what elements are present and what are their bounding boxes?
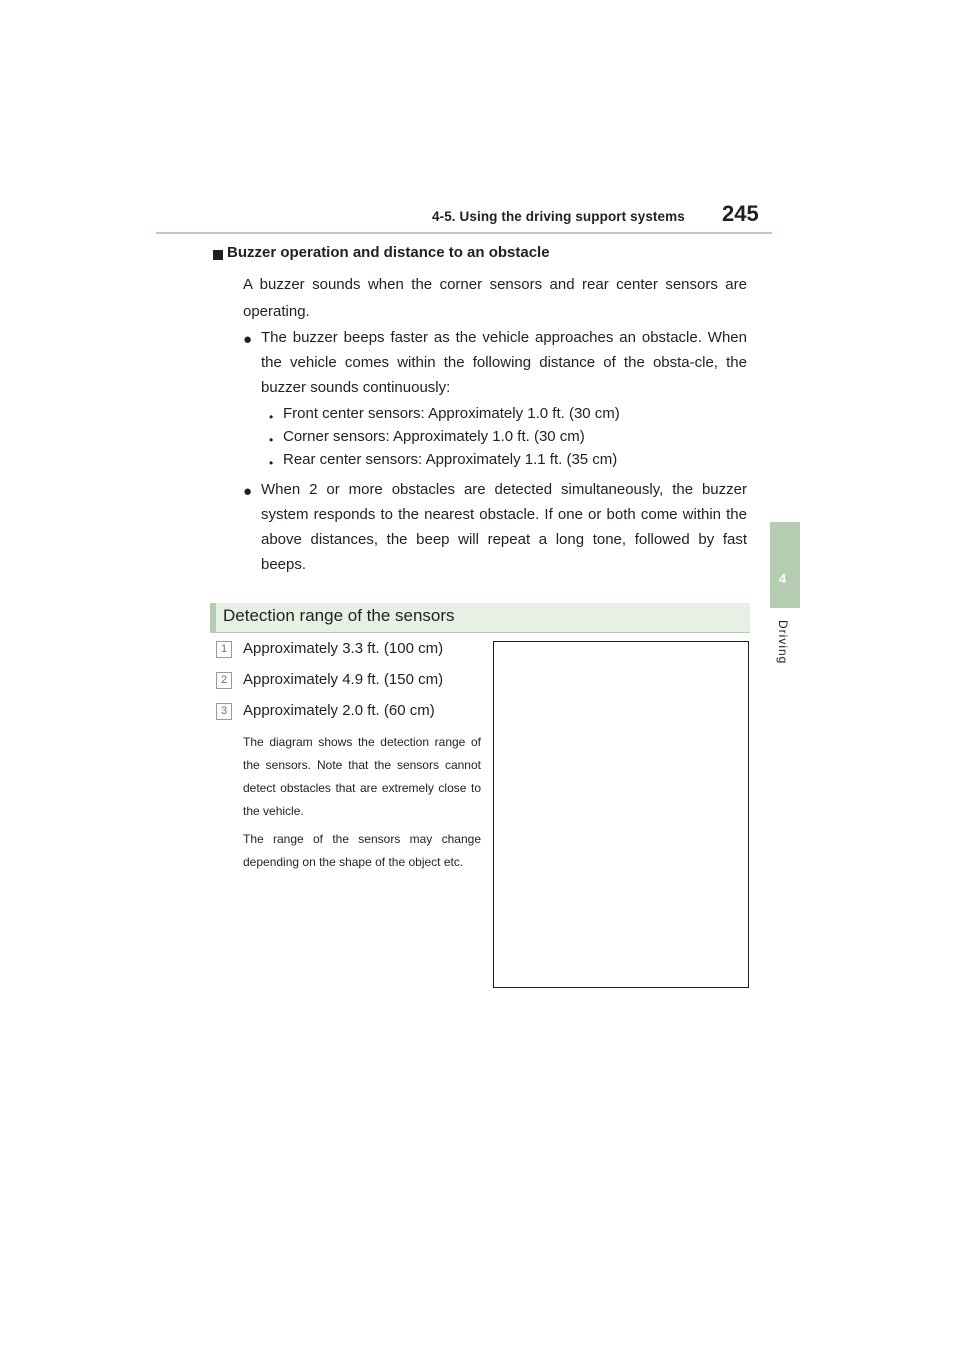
chapter-tab: [770, 522, 800, 608]
running-header-title: 4-5. Using the driving support systems: [432, 209, 685, 224]
chapter-number: 4: [779, 571, 787, 586]
range-item-3: Approximately 2.0 ft. (60 cm): [243, 702, 435, 719]
chapter-label: Driving: [776, 620, 790, 665]
range-item-2: Approximately 4.9 ft. (150 cm): [243, 671, 444, 688]
sub-bullet-icon: •: [269, 456, 274, 470]
sub-item-front: Front center sensors: Approximately 1.0 ft. (30 cm): [283, 405, 620, 422]
detection-range-figure: [493, 641, 749, 988]
bullet-text-2: When 2 or more obstacles are detected simultaneously, the buzzer system responds to the nearest obstacle. If one or both come within the above distances, the beep will repeat a long tone, followed by fast beeps.: [261, 481, 747, 573]
buzzer-intro: A buzzer sounds when the corner sensors and rear center sensors are operating.: [243, 276, 747, 320]
sub-bullet-icon: •: [269, 433, 274, 447]
bullet-dot-icon: ●: [243, 331, 253, 348]
bullet-text-1: The buzzer beeps faster as the vehicle approaches an obstacle. When the vehicle comes within the following distance of the obsta-cle, the buzzer sounds continuously:: [261, 329, 747, 396]
sub-bullet-icon: •: [269, 410, 274, 424]
section-underline: [210, 632, 750, 633]
section-title: Detection range of the sensors: [223, 606, 455, 625]
sub-item-rear: Rear center sensors: Approximately 1.1 ft. (35 cm): [283, 451, 618, 468]
note-range: The range of the sensors may change depending on the shape of the object etc.: [243, 832, 481, 869]
square-bullet-icon: [213, 250, 223, 260]
sub-item-corner: Corner sensors: Approximately 1.0 ft. (30 cm): [283, 428, 585, 445]
bullet-dot-icon: ●: [243, 483, 253, 500]
range-item-1: Approximately 3.3 ft. (100 cm): [243, 640, 444, 657]
header-rule: [156, 232, 772, 234]
number-badge-1: 1: [216, 641, 232, 658]
page-number: 245: [722, 201, 759, 226]
number-badge-3: 3: [216, 703, 232, 720]
number-badge-2: 2: [216, 672, 232, 689]
buzzer-heading: Buzzer operation and distance to an obstacle: [227, 244, 550, 261]
note-detection: The diagram shows the detection range of the sensors. Note that the sensors cannot detect obstacles that are extremely close to the vehicle.: [243, 735, 481, 818]
